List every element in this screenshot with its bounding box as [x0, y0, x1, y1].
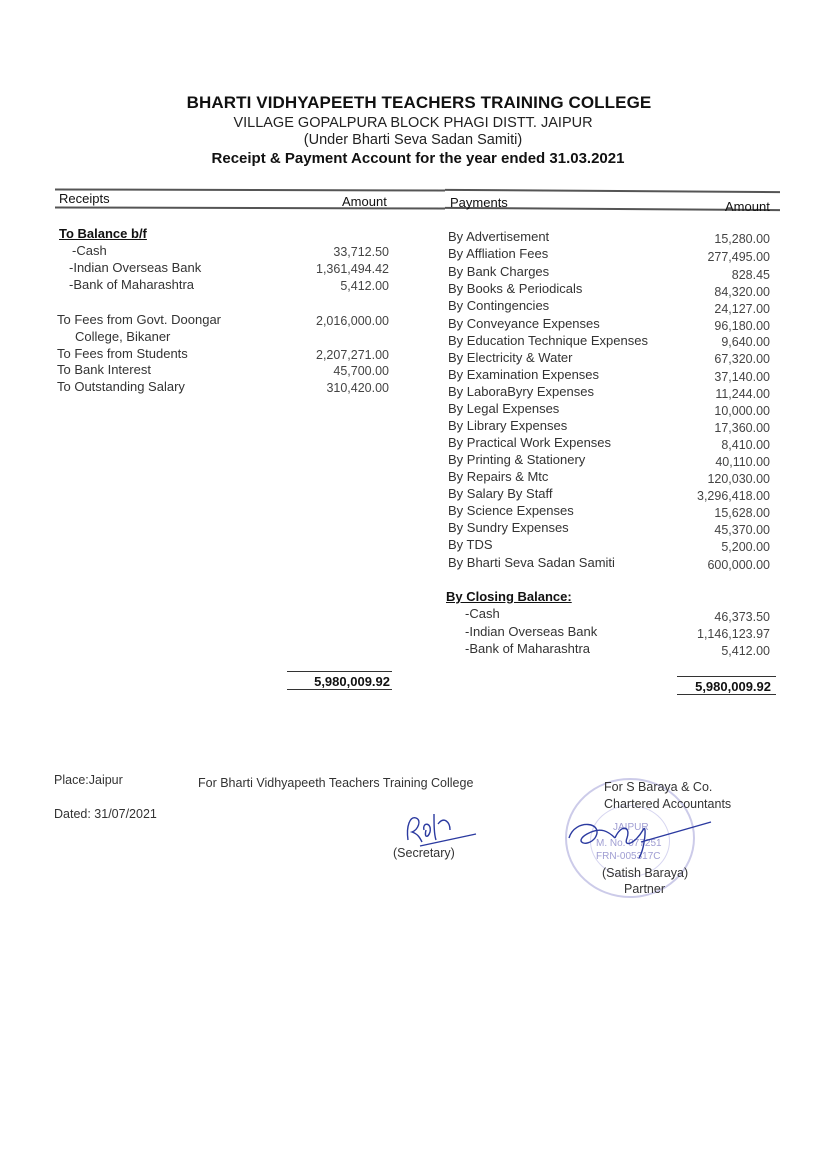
receipts-total: 5,980,009.92 — [314, 674, 390, 689]
auditor-type: Chartered Accountants — [604, 797, 732, 811]
payment-item-amount: 10,000.00 — [714, 404, 770, 418]
payment-item-amount: 828.45 — [731, 268, 770, 282]
receipts-total-bottom-rule — [287, 689, 392, 690]
payment-item-amount: 120,030.00 — [707, 472, 770, 486]
secretary-label: (Secretary) — [393, 846, 455, 860]
parent-organization: (Under Bharti Seva Sadan Samiti) — [303, 132, 523, 148]
payment-item-label: By Science Expenses — [448, 503, 574, 518]
receipt-opening-amount: 33,712.50 — [333, 245, 389, 259]
payment-item-amount: 11,244.00 — [715, 387, 770, 401]
payment-item-amount: 84,320.00 — [714, 285, 770, 299]
payment-item-amount: 15,628.00 — [714, 506, 770, 520]
closing-balance-heading: By Closing Balance: — [446, 589, 572, 604]
receipt-opening-label: -Cash — [72, 243, 107, 258]
stamp-frn: FRN-005317C — [596, 851, 661, 862]
dated: Dated: 31/07/2021 — [54, 807, 157, 821]
receipt-item-amount: 310,420.00 — [326, 381, 389, 395]
payment-item-amount: 15,280.00 — [714, 232, 770, 246]
for-college: For Bharti Vidhyapeeth Teachers Training College — [198, 776, 474, 790]
header-top-rule-right — [445, 189, 780, 193]
payments-total: 5,980,009.92 — [695, 679, 771, 694]
stamp-city: JAIPUR — [613, 822, 649, 833]
payment-item-amount: 5,200.00 — [721, 540, 770, 554]
place: Place:Jaipur — [54, 773, 123, 787]
secretary-signature-icon — [400, 808, 480, 850]
payment-item-label: By Sundry Expenses — [448, 520, 569, 535]
receipt-item-label-continued: College, Bikaner — [75, 329, 171, 344]
payment-item-label: By Contingencies — [448, 298, 550, 313]
payment-item-label: By Electricity & Water — [448, 350, 573, 365]
document-header — [0, 93, 826, 167]
college-name: BHARTI VIDHYAPEETH TEACHERS TRAINING COLLEGE — [186, 93, 652, 112]
payment-item-amount: 96,180.00 — [714, 319, 770, 333]
receipt-opening-amount: 1,361,494.42 — [316, 262, 389, 276]
receipt-item-label: To Outstanding Salary — [57, 379, 185, 394]
receipt-opening-amount: 5,412.00 — [340, 279, 389, 293]
payment-closing-label: -Indian Overseas Bank — [465, 624, 598, 639]
statement-title: Receipt & Payment Account for the year ended 31.03.2021 — [211, 150, 625, 167]
auditor-role: Partner — [624, 882, 665, 896]
payment-item-label: By Bharti Seva Sadan Samiti — [448, 555, 615, 570]
receipt-opening-label: -Indian Overseas Bank — [69, 260, 202, 275]
payment-closing-label: -Cash — [465, 606, 500, 621]
receipt-item-amount: 45,700.00 — [333, 364, 389, 378]
payment-item-amount: 67,320.00 — [714, 352, 770, 366]
payment-item-label: By TDS — [448, 537, 493, 552]
payment-item-amount: 600,000.00 — [707, 558, 770, 572]
receipts-amount-column-header: Amount — [342, 194, 387, 209]
payment-item-amount: 24,127.00 — [714, 302, 770, 316]
payment-item-label: By Education Technique Expenses — [448, 333, 648, 348]
payment-item-label: By Examination Expenses — [448, 367, 600, 382]
receipts-total-top-rule — [287, 671, 392, 672]
payment-item-label: By Affliation Fees — [448, 246, 549, 261]
receipt-item-label: To Fees from Govt. Doongar — [57, 312, 222, 327]
college-address: VILLAGE GOPALPURA BLOCK PHAGI DISTT. JAIPUR — [233, 115, 593, 131]
payment-item-amount: 8,410.00 — [721, 438, 770, 452]
receipt-item-label: To Bank Interest — [57, 362, 151, 377]
payment-item-amount: 45,370.00 — [714, 523, 770, 537]
payment-item-label: By Advertisement — [448, 229, 550, 244]
payment-item-label: By Bank Charges — [448, 264, 550, 279]
payment-item-label: By Salary By Staff — [448, 486, 553, 501]
payment-item-label: By LaboraByry Expenses — [448, 384, 594, 399]
payment-item-amount: 40,110.00 — [715, 455, 770, 469]
auditor-firm: For S Baraya & Co. — [604, 780, 713, 794]
receipts-column-header: Receipts — [59, 191, 110, 206]
receipt-opening-label: -Bank of Maharashtra — [69, 277, 195, 292]
payment-item-amount: 9,640.00 — [721, 335, 770, 349]
payment-item-label: By Books & Periodicals — [448, 281, 583, 296]
payment-item-amount: 3,296,418.00 — [697, 489, 770, 503]
stamp-membership-no: M. No. 077251 — [596, 838, 662, 849]
receipt-item-amount: 2,207,271.00 — [316, 348, 389, 362]
payments-total-bottom-rule — [677, 694, 776, 695]
payment-item-amount: 17,360.00 — [714, 421, 770, 435]
receipt-item-label: To Fees from Students — [57, 346, 188, 361]
payment-item-amount: 277,495.00 — [707, 250, 770, 264]
payment-item-amount: 37,140.00 — [714, 370, 770, 384]
payment-item-label: By Practical Work Expenses — [448, 435, 612, 450]
payment-closing-amount: 46,373.50 — [714, 610, 770, 624]
payment-item-label: By Legal Expenses — [448, 401, 560, 416]
payment-item-label: By Conveyance Expenses — [448, 316, 600, 331]
payment-item-label: By Repairs & Mtc — [448, 469, 549, 484]
opening-balance-heading: To Balance b/f — [59, 226, 147, 241]
auditor-signature-icon — [565, 808, 715, 860]
auditor-name: (Satish Baraya) — [602, 866, 689, 880]
payments-amount-column-header: Amount — [725, 199, 770, 214]
payments-column-header: Payments — [450, 195, 508, 210]
header-top-rule-left — [55, 188, 445, 191]
payment-item-label: By Library Expenses — [448, 418, 568, 433]
payment-item-label: By Printing & Stationery — [448, 452, 586, 467]
payment-closing-label: -Bank of Maharashtra — [465, 641, 591, 656]
payments-total-top-rule — [677, 676, 776, 677]
receipt-item-amount: 2,016,000.00 — [316, 314, 389, 328]
payment-closing-amount: 1,146,123.97 — [697, 627, 770, 641]
payment-closing-amount: 5,412.00 — [721, 644, 770, 658]
